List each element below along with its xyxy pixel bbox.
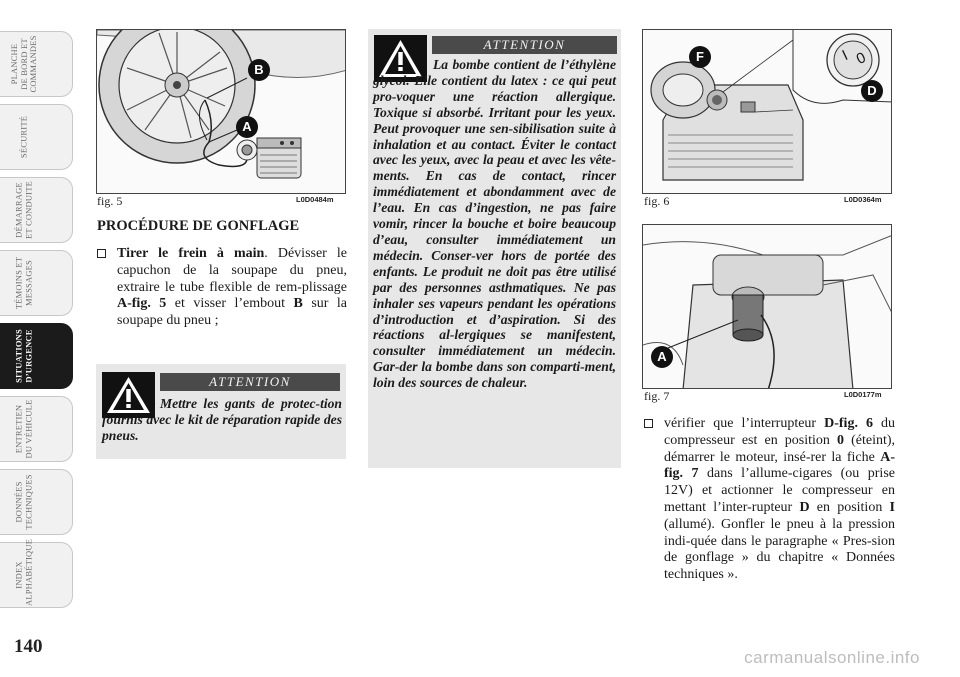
switch-mark-on: I — [839, 46, 851, 65]
figure-5-image — [96, 29, 346, 194]
bullet-2-part: vérifier que l’interrupteur — [664, 416, 825, 431]
tab-planche-de-bord[interactable] — [0, 31, 73, 97]
bullet-2-part: (éteint), démarrer le moteur, insé-rer la fiche — [664, 432, 896, 465]
figure-6-caption: fig. 6 — [644, 194, 670, 208]
bullet-2-part: du compresseur est en position — [664, 416, 896, 448]
bullet-1-part: sur la soupape du pneu ; — [117, 296, 347, 329]
bullet-1-ref: B — [293, 296, 303, 312]
figure-5-caption: fig. 5 — [97, 194, 123, 208]
tab-temoins[interactable] — [0, 250, 73, 316]
bullet-2-text — [664, 416, 895, 584]
bullet-1-text — [117, 246, 347, 330]
tab-index[interactable] — [0, 538, 73, 608]
warning-text: La bombe contient de l’éthylène glycol. Elle contient du latex : ce qui peut pro-voquer une réaction allergique. Toxique si absorbé. Irritant pour les yeux. Peut provoquer une sen-sibilisation suite à inhalation et au contact. Éviter le contact avec les yeux, avec la peau et avec les vête-ments. En cas de contact, rincer immédiatement et abondamment avec de l’eau. En cas d’ingestion, ne pas faire vomir, rincer la bouche et boire beaucoup d’eau, consulter immédiatement un médecin. Conser-ver hors de portée des enfants. Le produit ne doit pas être utilisé par des personnes asthmatiques. Ne pas inhaler ses vapeurs pendant les opérations d’introduction et d’aspiration. Si des réactions al-lergiques se manifestent, consulter immédiatement un médecin. Gar-der la bombe dans son comparti-ment, loin des sources de chaleur. — [373, 57, 616, 391]
bullet-box-icon — [97, 249, 106, 258]
tab-label: INDEX ALPHABÉTIQUE — [13, 538, 33, 606]
bullet-1-part: et visser l’embout — [166, 296, 294, 312]
tab-label: DÉMARRAGE ET CONDUITE — [13, 181, 33, 239]
bullet-2-part: dans l’allume-cigares (ou prise 12V) et actionner le compresseur en mettant l’inter-rupteur — [664, 466, 895, 515]
instruction-bullet-1 — [97, 246, 347, 330]
tab-label: PLANCHE DE BORD ET COMMANDES — [8, 35, 38, 93]
tab-label: SÉCURITÉ — [18, 115, 29, 159]
bullet-box-icon — [644, 419, 653, 428]
bullet-2-ref: I — [889, 499, 895, 515]
warning-text: Mettre les gants de protec-tion fournis avec le kit de réparation rapide des pneus. — [102, 396, 342, 443]
tab-label: TÉMOINS ET MESSAGES — [13, 256, 33, 310]
figure-7-image — [642, 224, 892, 389]
tab-donnees-techniques[interactable] — [0, 469, 73, 535]
callout-a: A — [651, 346, 673, 368]
figure-6-code: L0D0364m — [844, 195, 882, 204]
callout-d: D — [861, 80, 883, 102]
bullet-1-ref: A-fig. 5 — [117, 296, 167, 312]
warning-title: ATTENTION — [432, 36, 617, 54]
tire-compressor-illustration — [97, 30, 346, 194]
warning-box-bomb — [368, 29, 621, 468]
warning-box-gloves — [96, 364, 346, 459]
figure-5-code: L0D0484m — [296, 195, 334, 204]
figure-7-code: L0D0177m — [844, 390, 882, 399]
tab-securite[interactable] — [0, 104, 73, 170]
section-heading: PROCÉDURE DE GONFLAGE — [97, 218, 300, 234]
tab-situations-urgence[interactable] — [0, 323, 73, 389]
figure-6-image — [642, 29, 892, 194]
callout-a: A — [236, 116, 258, 138]
instruction-bullet-2 — [644, 416, 895, 584]
switch-mark-off: 0 — [853, 49, 869, 68]
bullet-2-ref: 0 — [837, 432, 844, 448]
watermark: carmanualsonline.info — [744, 648, 920, 667]
bullet-2-ref: D — [799, 499, 810, 515]
bullet-1-bold: Tirer le frein à main — [117, 246, 265, 261]
page-number: 140 — [14, 636, 43, 657]
tab-label: ENTRETIEN DU VÉHICULE — [13, 399, 33, 459]
tab-label: DONNÉES TECHNIQUES — [13, 474, 33, 530]
callout-b: B — [248, 59, 270, 81]
cigar-lighter-plug-illustration — [643, 225, 892, 389]
bullet-2-ref: A-fig. 7 — [664, 449, 895, 482]
tab-demarrage[interactable] — [0, 177, 73, 243]
bullet-1-part: . Dévisser le capuchon de la soupape du pneu, extraire le tube flexible de rem-plissage — [117, 246, 347, 295]
warning-title: ATTENTION — [160, 373, 340, 391]
bullet-2-ref: D-fig. 6 — [824, 416, 873, 431]
tab-entretien[interactable] — [0, 396, 73, 462]
bullet-2-part: en position — [809, 499, 890, 515]
callout-f: F — [689, 46, 711, 68]
tab-label: SITUATIONS D’URGENCE — [13, 329, 33, 383]
figure-7-caption: fig. 7 — [644, 389, 670, 403]
bullet-2-part: (allumé). Gonfler le pneu à la pression indi-quée dans le paragraphe « Pres-sion de gonflage » du chapitre « Données techniques ». — [664, 516, 895, 583]
